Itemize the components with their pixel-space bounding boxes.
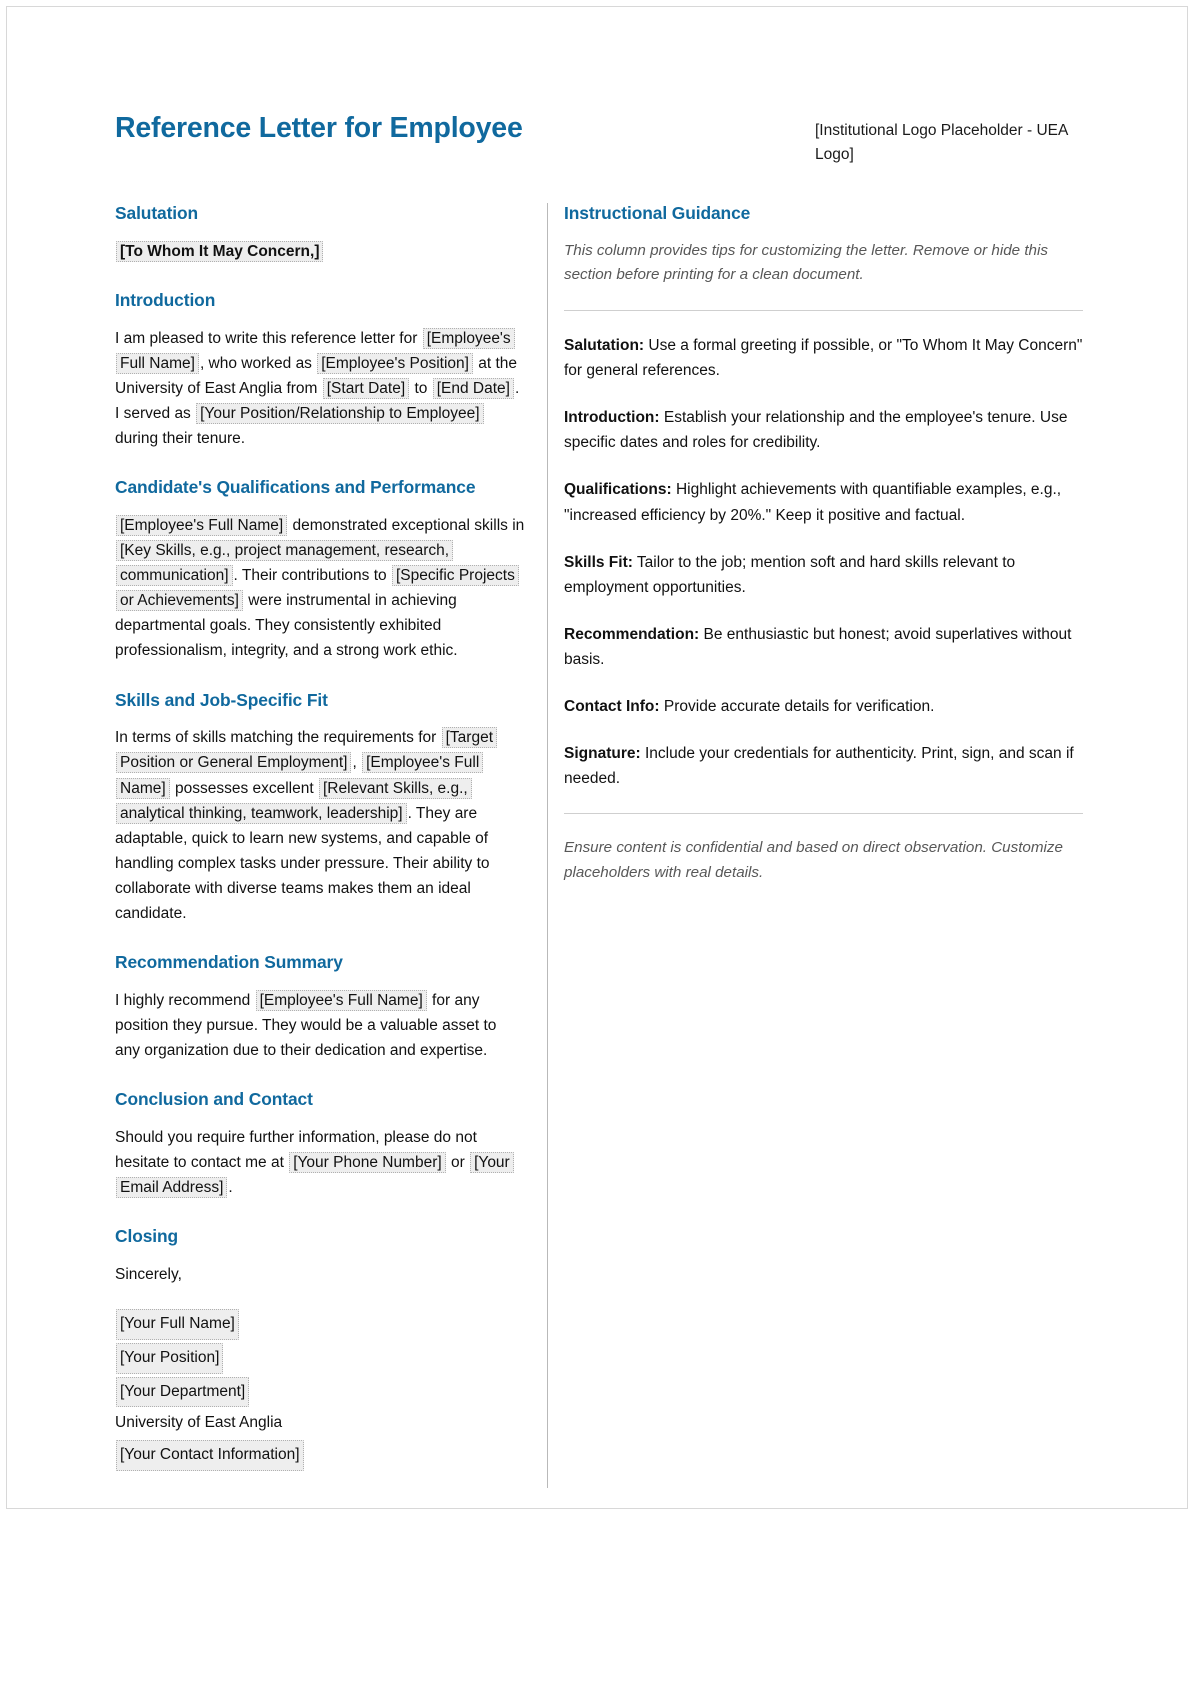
tip-text: Establish your relationship and the employee's tenure. Use specific dates and roles for credibility. [564,409,1068,452]
guidance-tip [564,622,1083,672]
tip-text: Be enthusiastic but honest; avoid superlatives without basis. [564,625,1072,669]
introduction-heading: Introduction [115,289,216,310]
qualifications-paragraph [115,513,525,664]
guidance-heading: Instructional Guidance [564,203,751,224]
signature-department-line [115,1377,525,1408]
placeholder-relevant-skills[interactable]: [Relevant Skills, e.g., analytical thinking, teamwork, leadership] [116,778,472,824]
placeholder-end-date[interactable]: [End Date] [433,378,514,399]
page-title: Reference Letter for Employee [115,112,523,144]
tip-label: Introduction: [564,409,660,427]
signature-contact-line [115,1440,525,1471]
section-skills-fit [115,690,525,927]
conclusion-heading: Conclusion and Contact [115,1089,313,1110]
placeholder-your-contact-information[interactable]: [Your Contact Information] [116,1440,304,1471]
qual-text-2: . Their contributions to [233,567,391,585]
section-conclusion [115,1089,525,1200]
tip-text: Provide accurate details for verification. [659,698,935,716]
guidance-tip [564,477,1083,527]
section-introduction [115,290,525,451]
placeholder-employee-full-name[interactable]: [Employee's Full Name] [256,990,427,1011]
conclusion-paragraph [115,1125,525,1200]
tip-text: Use a formal greeting if possible, or "To Whom It May Concern" for general references. [564,337,1083,380]
placeholder-your-full-name[interactable]: [Your Full Name] [116,1309,239,1340]
tip-label: Qualifications: [564,481,672,499]
placeholder-your-department[interactable]: [Your Department] [116,1377,249,1408]
recommendation-heading: Recommendation Summary [115,952,343,973]
intro-text-3: at the University of East Anglia from [115,354,518,397]
concl-text-3: . [228,1179,233,1197]
section-qualifications [115,477,525,663]
tip-label: Skills Fit: [564,553,633,571]
guidance-tip [564,333,1083,383]
section-salutation [115,203,525,264]
two-column-layout [7,203,1187,1488]
placeholder-your-position[interactable]: [Your Position] [116,1343,223,1374]
intro-text-5: . I served as [115,379,520,422]
concl-text-2: or [446,1154,470,1172]
guidance-footer-note: Ensure content is confidential and based on direct observation. Customize placeholders with real details. [564,839,1063,882]
concl-text-1: Should you require further information, please do not hesitate to contact me at [115,1129,477,1172]
section-recommendation [115,952,525,1063]
salutation-heading: Salutation [115,203,199,224]
tip-text: Include your credentials for authenticity. Print, sign, and scan if needed. [564,745,1074,788]
salutation-line [115,239,525,264]
placeholder-employee-position[interactable]: [Employee's Position] [317,353,473,374]
letter-column [115,203,547,1488]
placeholder-employee-full-name[interactable]: [Employee's Full Name] [116,328,515,374]
skills-text-4: . They are adaptable, quick to learn new systems, and capable of handling complex tasks under pressure. Their ability to collaborate with diverse teams makes them an ideal candidate. [115,804,490,923]
placeholder-salutation[interactable]: [To Whom It May Concern,] [116,241,323,262]
intro-text-4: to [410,379,432,397]
placeholder-key-skills[interactable]: [Key Skills, e.g., project management, research, communication] [116,540,453,586]
guidance-bottom-rule [564,813,1083,814]
guidance-tip [564,405,1083,455]
intro-text-2: , who worked as [199,354,317,372]
placeholder-specific-projects[interactable]: [Specific Projects or Achievements] [116,565,519,611]
guidance-tip [564,550,1083,600]
skills-fit-heading: Skills and Job-Specific Fit [115,689,328,710]
tip-text: Highlight achievements with quantifiable examples, e.g., "increased efficiency by 20%." Keep it positive and factual. [564,481,1062,524]
page-content [7,7,1187,1508]
intro-text-6: during their tenure. [115,430,246,448]
skills-text-1: In terms of skills matching the requirements for [115,729,441,747]
rec-text-1: I highly recommend [115,991,255,1009]
guidance-top-rule [564,310,1083,311]
guidance-column [548,203,1187,1488]
placeholder-your-relationship[interactable]: [Your Position/Relationship to Employee] [196,403,483,424]
placeholder-your-email-address[interactable]: [Your Email Address] [116,1152,514,1198]
tip-label: Salutation: [564,337,645,355]
signature-block [115,1309,525,1470]
guidance-tip [564,741,1083,791]
placeholder-target-position[interactable]: [Target Position or General Employment] [116,727,497,773]
placeholder-employee-full-name[interactable]: [Employee's Full Name] [116,515,287,536]
placeholder-start-date[interactable]: [Start Date] [323,378,409,399]
skills-fit-paragraph [115,725,525,926]
qual-text-3: were instrumental in achieving departmental goals. They consistently exhibited professionalism, integrity, and a strong work ethic. [115,592,458,660]
introduction-paragraph [115,326,525,452]
recommendation-paragraph [115,988,525,1063]
tip-text: Tailor to the job; mention soft and hard skills relevant to employment opportunities. [564,553,1016,596]
document-header [7,7,1187,167]
logo-placeholder: [Institutional Logo Placeholder - UEA Logo] [815,122,1068,164]
rec-text-2: for any position they pursue. They would be a valuable asset to any organization due to their dedication and expertise. [115,991,497,1060]
placeholder-employee-full-name[interactable]: [Employee's Full Name] [116,752,483,798]
placeholder-your-phone-number[interactable]: [Your Phone Number] [289,1152,446,1173]
signature-institution-line: University of East Anglia [115,1414,283,1432]
signature-name-line [115,1309,525,1340]
guidance-tip [564,694,1083,719]
guidance-intro-note: This column provides tips for customizing the letter. Remove or hide this section before printing for a clean document. [564,241,1048,284]
skills-text-3: possesses excellent [170,779,318,797]
intro-text-1: I am pleased to write this reference letter for [115,329,422,347]
tip-label: Signature: [564,745,641,763]
skills-text-2: , [352,754,362,772]
qual-text-1: demonstrated exceptional skills in [288,516,525,534]
document-page [6,6,1188,1509]
signature-position-line [115,1343,525,1374]
sincerely-line: Sincerely, [115,1266,182,1284]
qualifications-heading: Candidate's Qualifications and Performance [115,477,476,498]
section-closing [115,1226,525,1470]
tip-label: Recommendation: [564,625,700,643]
tip-label: Contact Info: [564,698,660,716]
closing-heading: Closing [115,1226,179,1247]
